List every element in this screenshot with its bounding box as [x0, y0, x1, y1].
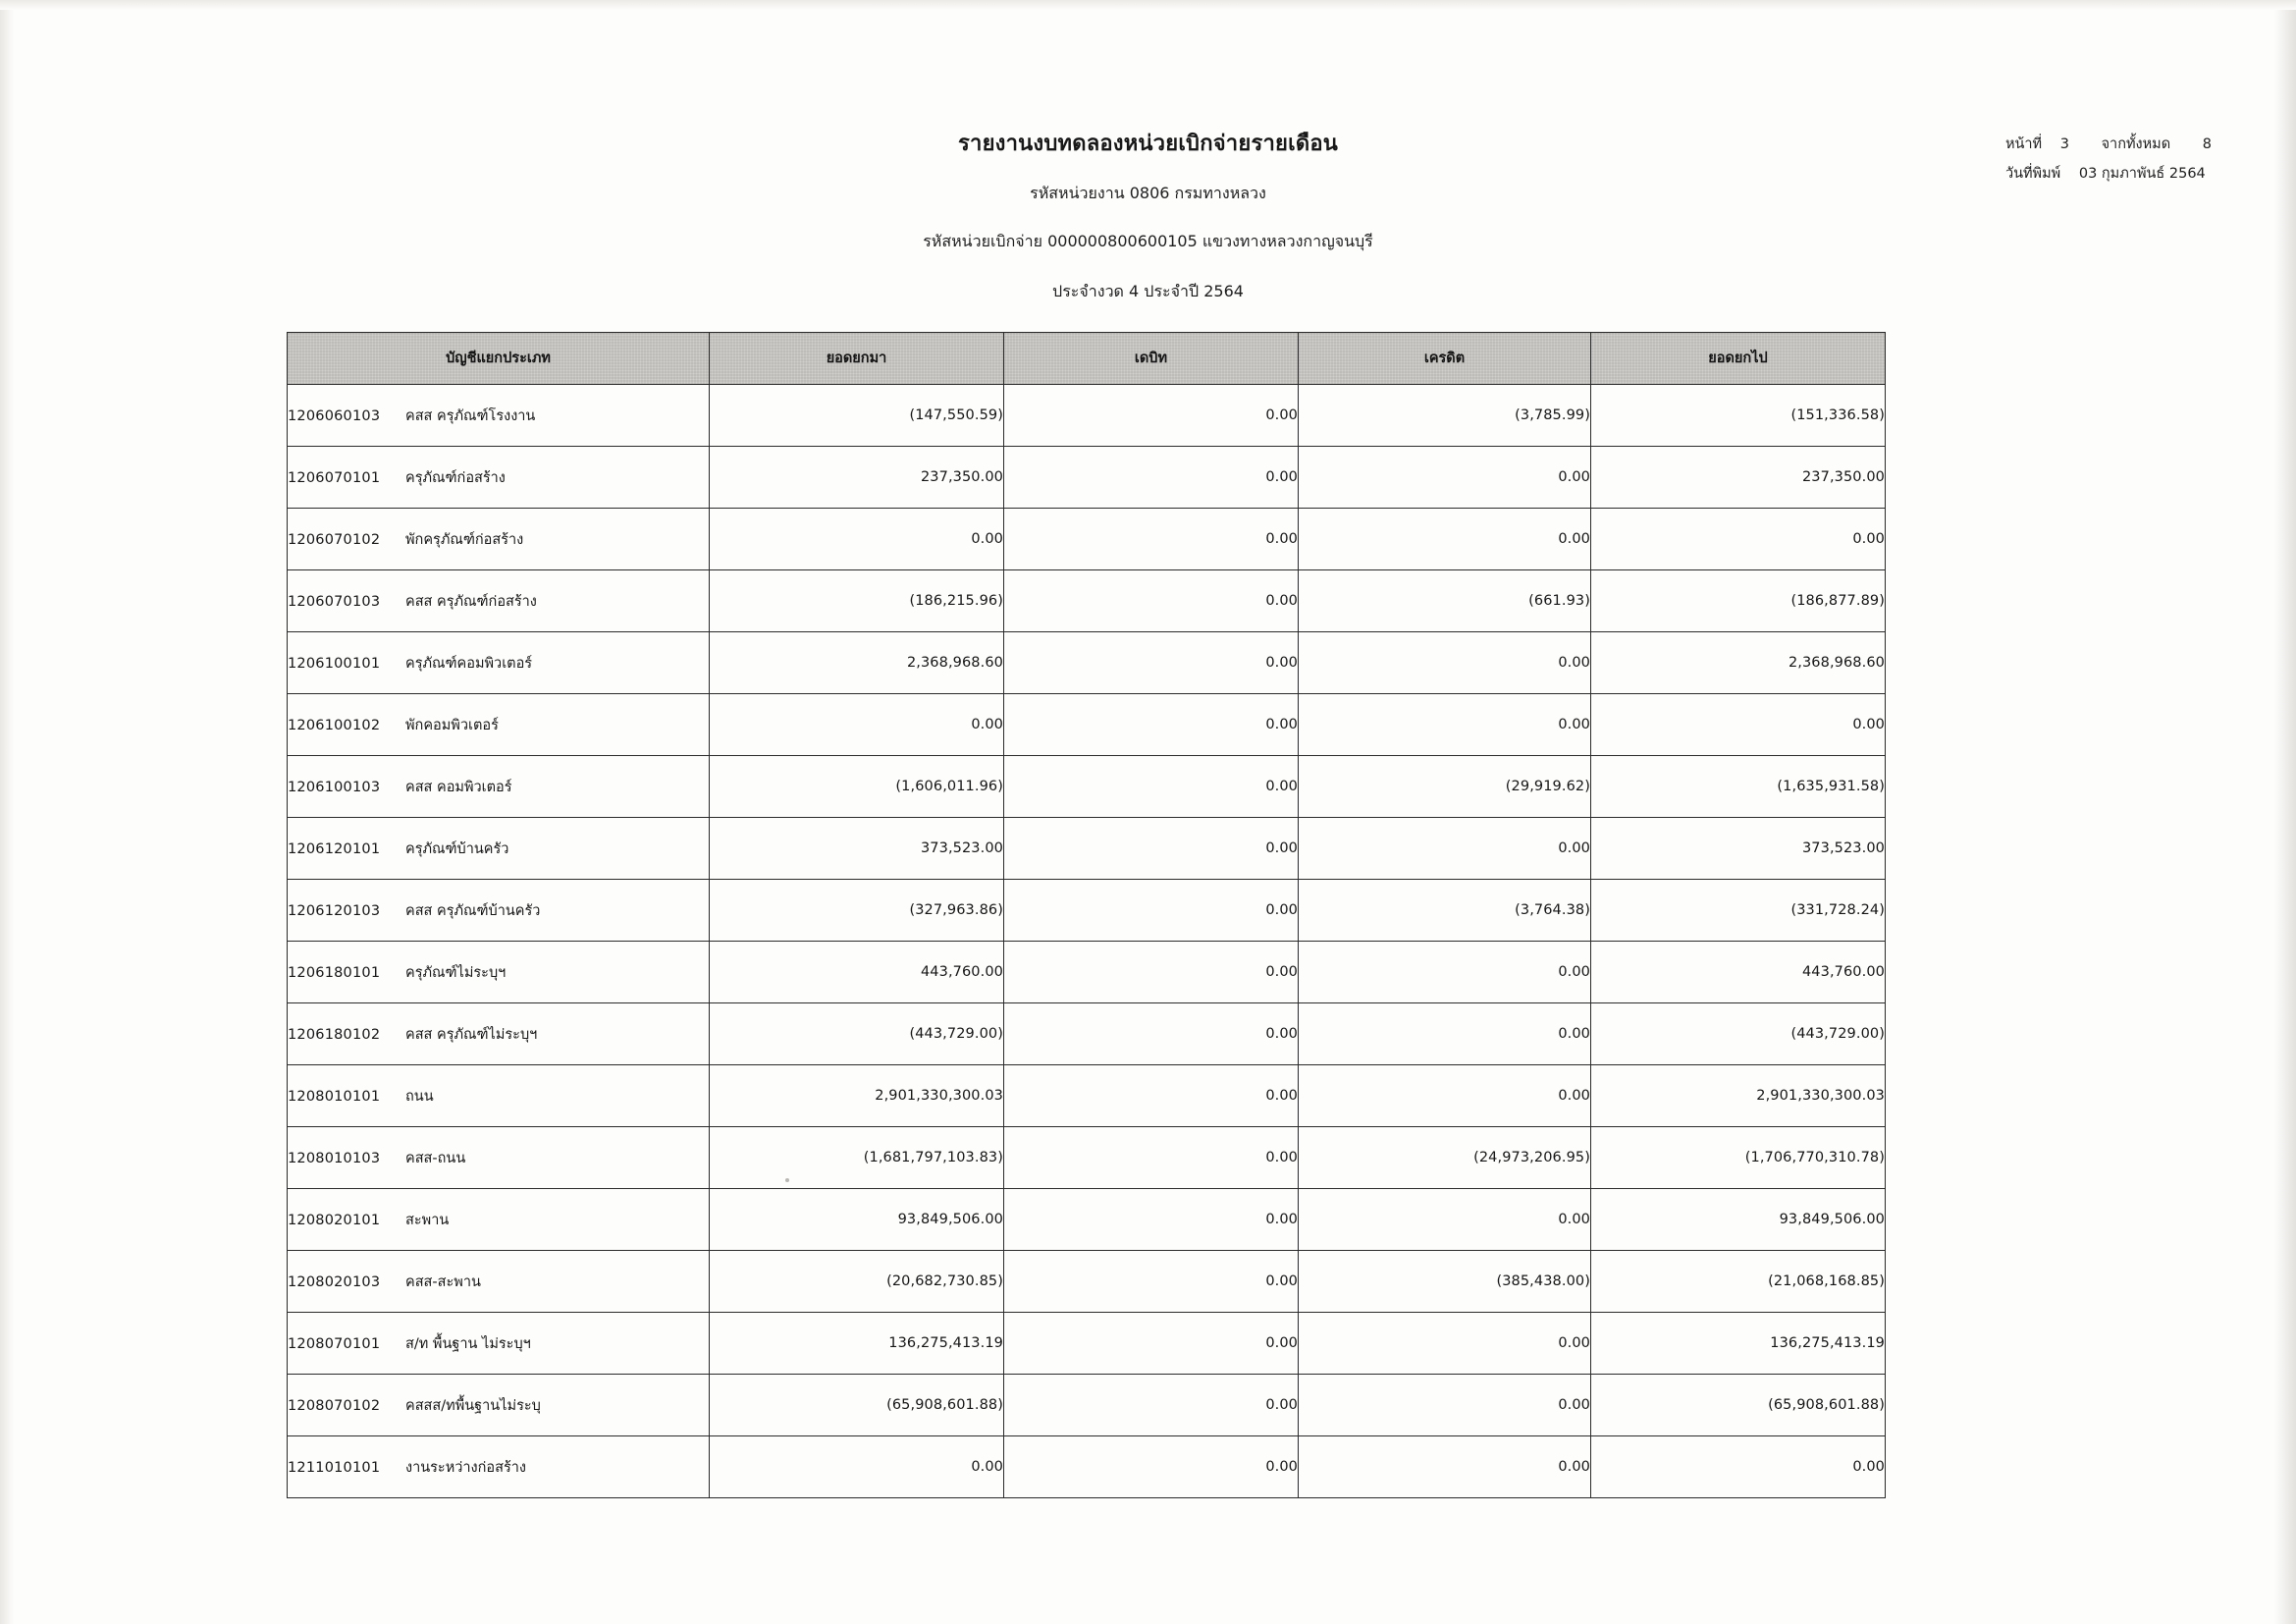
cell-debit: 0.00: [1004, 1065, 1299, 1127]
account-code: 1206070103: [288, 593, 381, 610]
account-code: 1208020103: [288, 1273, 381, 1290]
page-number: 3: [2059, 136, 2069, 152]
table-row: [288, 1313, 1886, 1375]
cell-credit: (3,764.38): [1299, 880, 1591, 942]
account-name: พักคอมพิวเตอร์: [405, 717, 499, 733]
cell-debit: 0.00: [1004, 632, 1299, 694]
account-code: 1206100102: [288, 717, 381, 733]
table-row: [288, 942, 1886, 1003]
cell-credit: 0.00: [1299, 694, 1591, 756]
account-code: 1206100103: [288, 779, 381, 795]
cell-account: [288, 447, 710, 509]
column-header-debit: เดบิท: [1004, 333, 1299, 385]
cell-carried-forward: 136,275,413.19: [1591, 1313, 1886, 1375]
trial-balance-table: [287, 332, 1886, 1498]
table-row: [288, 632, 1886, 694]
cell-credit: (3,785.99): [1299, 385, 1591, 447]
cell-brought-forward: 136,275,413.19: [710, 1313, 1004, 1375]
disbursement-unit-line: รหัสหน่วยเบิกจ่าย 000000800600105 แขวงทางหลวงกาญจนบุรี: [923, 232, 1373, 250]
total-pages: 8: [2202, 136, 2212, 152]
page-title: รายงานงบทดลองหน่วยเบิกจ่ายรายเดือน: [958, 132, 1338, 156]
account-code: 1208020101: [288, 1212, 381, 1228]
account-name: คสส ครุภัณฑ์บ้านครัว: [405, 902, 541, 919]
account-name: ถนน: [405, 1088, 434, 1105]
page-meta: [2005, 130, 2212, 189]
cell-brought-forward: 373,523.00: [710, 818, 1004, 880]
account-name: ครุภัณฑ์ไม่ระบุฯ: [405, 964, 507, 981]
cell-brought-forward: (327,963.86): [710, 880, 1004, 942]
cell-account: [288, 1127, 710, 1189]
cell-account: [288, 509, 710, 570]
account-code: 1206180101: [288, 964, 381, 981]
cell-brought-forward: 0.00: [710, 694, 1004, 756]
account-code: 1211010101: [288, 1459, 381, 1476]
cell-carried-forward: 373,523.00: [1591, 818, 1886, 880]
cell-account: [288, 756, 710, 818]
table-row: [288, 1251, 1886, 1313]
cell-debit: 0.00: [1004, 1189, 1299, 1251]
account-code: 1208070102: [288, 1397, 381, 1414]
table-row: [288, 570, 1886, 632]
cell-brought-forward: (1,606,011.96): [710, 756, 1004, 818]
cell-carried-forward: 0.00: [1591, 694, 1886, 756]
account-code: 1208010101: [288, 1088, 381, 1105]
cell-brought-forward: 93,849,506.00: [710, 1189, 1004, 1251]
agency-code-line: รหัสหน่วยงาน 0806 กรมทางหลวง: [1030, 184, 1266, 202]
cell-credit: 0.00: [1299, 1313, 1591, 1375]
cell-credit: 0.00: [1299, 1436, 1591, 1498]
cell-carried-forward: (186,877.89): [1591, 570, 1886, 632]
table-header: [288, 333, 1886, 385]
column-header-account: บัญชีแยกประเภท: [288, 333, 710, 385]
cell-account: [288, 1436, 710, 1498]
cell-debit: 0.00: [1004, 1251, 1299, 1313]
cell-carried-forward: 0.00: [1591, 1436, 1886, 1498]
cell-brought-forward: 2,368,968.60: [710, 632, 1004, 694]
table-row: [288, 1065, 1886, 1127]
cell-account: [288, 694, 710, 756]
cell-credit: 0.00: [1299, 1065, 1591, 1127]
account-code: 1208010103: [288, 1150, 381, 1166]
table-row: [288, 818, 1886, 880]
cell-carried-forward: (151,336.58): [1591, 385, 1886, 447]
cell-account: [288, 632, 710, 694]
table-row: [288, 447, 1886, 509]
column-header-carried-forward: ยอดยกไป: [1591, 333, 1886, 385]
cell-carried-forward: (1,635,931.58): [1591, 756, 1886, 818]
cell-credit: 0.00: [1299, 509, 1591, 570]
account-code: 1206070102: [288, 531, 381, 548]
cell-brought-forward: (443,729.00): [710, 1003, 1004, 1065]
cell-brought-forward: (147,550.59): [710, 385, 1004, 447]
cell-credit: (24,973,206.95): [1299, 1127, 1591, 1189]
cell-debit: 0.00: [1004, 1436, 1299, 1498]
cell-account: [288, 818, 710, 880]
account-code: 1206060103: [288, 407, 381, 424]
account-code: 1206180102: [288, 1026, 381, 1043]
cell-carried-forward: 93,849,506.00: [1591, 1189, 1886, 1251]
scan-edge-top: [0, 0, 2296, 10]
cell-carried-forward: 2,368,968.60: [1591, 632, 1886, 694]
table-row: [288, 1375, 1886, 1436]
account-name: สะพาน: [405, 1212, 450, 1228]
table-body: [288, 385, 1886, 1498]
cell-debit: 0.00: [1004, 1127, 1299, 1189]
cell-brought-forward: (186,215.96): [710, 570, 1004, 632]
account-name: คสส-ถนน: [405, 1150, 466, 1166]
page-number-row: [2005, 130, 2212, 159]
cell-debit: 0.00: [1004, 447, 1299, 509]
cell-brought-forward: (20,682,730.85): [710, 1251, 1004, 1313]
cell-brought-forward: 237,350.00: [710, 447, 1004, 509]
cell-debit: 0.00: [1004, 1375, 1299, 1436]
cell-debit: 0.00: [1004, 818, 1299, 880]
table-row: [288, 880, 1886, 942]
table-row: [288, 1127, 1886, 1189]
table-row: [288, 756, 1886, 818]
cell-debit: 0.00: [1004, 509, 1299, 570]
cell-account: [288, 1375, 710, 1436]
cell-brought-forward: (1,681,797,103.83): [710, 1127, 1004, 1189]
cell-credit: (385,438.00): [1299, 1251, 1591, 1313]
cell-debit: 0.00: [1004, 385, 1299, 447]
cell-debit: 0.00: [1004, 1003, 1299, 1065]
cell-debit: 0.00: [1004, 570, 1299, 632]
cell-brought-forward: (65,908,601.88): [710, 1375, 1004, 1436]
cell-carried-forward: 237,350.00: [1591, 447, 1886, 509]
account-code: 1208070101: [288, 1335, 381, 1352]
cell-credit: 0.00: [1299, 632, 1591, 694]
cell-credit: (29,919.62): [1299, 756, 1591, 818]
cell-carried-forward: (65,908,601.88): [1591, 1375, 1886, 1436]
cell-brought-forward: 0.00: [710, 509, 1004, 570]
account-name: พักครุภัณฑ์ก่อสร้าง: [405, 531, 524, 548]
cell-account: [288, 385, 710, 447]
document-header: [0, 126, 2296, 304]
cell-account: [288, 942, 710, 1003]
cell-account: [288, 1313, 710, 1375]
account-code: 1206100101: [288, 655, 381, 672]
cell-debit: 0.00: [1004, 942, 1299, 1003]
account-name: คสสส/ทพื้นฐานไม่ระบุ: [405, 1397, 541, 1414]
cell-carried-forward: (443,729.00): [1591, 1003, 1886, 1065]
total-pages-label: จากทั้งหมด: [2101, 136, 2171, 152]
period-line: ประจำงวด 4 ประจำปี 2564: [1052, 282, 1244, 300]
print-date-label: วันที่พิมพ์: [2004, 166, 2061, 182]
account-code: 1206120101: [288, 840, 381, 857]
cell-brought-forward: 443,760.00: [710, 942, 1004, 1003]
account-name: คสส ครุภัณฑ์ก่อสร้าง: [405, 593, 537, 610]
table-row: [288, 385, 1886, 447]
cell-credit: 0.00: [1299, 447, 1591, 509]
account-name: คสส ครุภัณฑ์โรงงาน: [405, 407, 536, 424]
cell-debit: 0.00: [1004, 694, 1299, 756]
cell-carried-forward: 443,760.00: [1591, 942, 1886, 1003]
print-date-value: 03 กุมภาพันธ์ 2564: [2078, 166, 2206, 182]
cell-credit: (661.93): [1299, 570, 1591, 632]
cell-account: [288, 1251, 710, 1313]
table-row: [288, 509, 1886, 570]
account-name: คสส-สะพาน: [405, 1273, 481, 1290]
cell-debit: 0.00: [1004, 756, 1299, 818]
cell-credit: 0.00: [1299, 1003, 1591, 1065]
cell-brought-forward: 2,901,330,300.03: [710, 1065, 1004, 1127]
cell-carried-forward: (21,068,168.85): [1591, 1251, 1886, 1313]
cell-credit: 0.00: [1299, 942, 1591, 1003]
cell-account: [288, 1003, 710, 1065]
cell-account: [288, 1189, 710, 1251]
cell-credit: 0.00: [1299, 1375, 1591, 1436]
account-name: ครุภัณฑ์ก่อสร้าง: [405, 469, 506, 486]
cell-carried-forward: (1,706,770,310.78): [1591, 1127, 1886, 1189]
table-row: [288, 1003, 1886, 1065]
table-row: [288, 1436, 1886, 1498]
column-header-credit: เครดิต: [1299, 333, 1591, 385]
cell-carried-forward: 0.00: [1591, 509, 1886, 570]
account-name: คสส ครุภัณฑ์ไม่ระบุฯ: [405, 1026, 538, 1043]
column-header-brought-forward: ยอดยกมา: [710, 333, 1004, 385]
cell-credit: 0.00: [1299, 1189, 1591, 1251]
account-code: 1206070101: [288, 469, 381, 486]
account-name: ครุภัณฑ์บ้านครัว: [405, 840, 509, 857]
cell-debit: 0.00: [1004, 1313, 1299, 1375]
cell-account: [288, 1065, 710, 1127]
cell-account: [288, 880, 710, 942]
cell-credit: 0.00: [1299, 818, 1591, 880]
account-name: ส/ท พื้นฐาน ไม่ระบุฯ: [405, 1335, 531, 1352]
account-name: คสส คอมพิวเตอร์: [405, 779, 512, 795]
cell-carried-forward: (331,728.24): [1591, 880, 1886, 942]
table-header-row: [288, 333, 1886, 385]
table-row: [288, 1189, 1886, 1251]
cell-brought-forward: 0.00: [710, 1436, 1004, 1498]
table-row: [288, 694, 1886, 756]
cell-account: [288, 570, 710, 632]
cell-debit: 0.00: [1004, 880, 1299, 942]
page-label: หน้าที่: [2004, 136, 2043, 152]
cell-carried-forward: 2,901,330,300.03: [1591, 1065, 1886, 1127]
account-name: งานระหว่างก่อสร้าง: [405, 1459, 526, 1476]
account-code: 1206120103: [288, 902, 381, 919]
print-date-row: [2005, 159, 2212, 189]
account-name: ครุภัณฑ์คอมพิวเตอร์: [405, 655, 533, 672]
